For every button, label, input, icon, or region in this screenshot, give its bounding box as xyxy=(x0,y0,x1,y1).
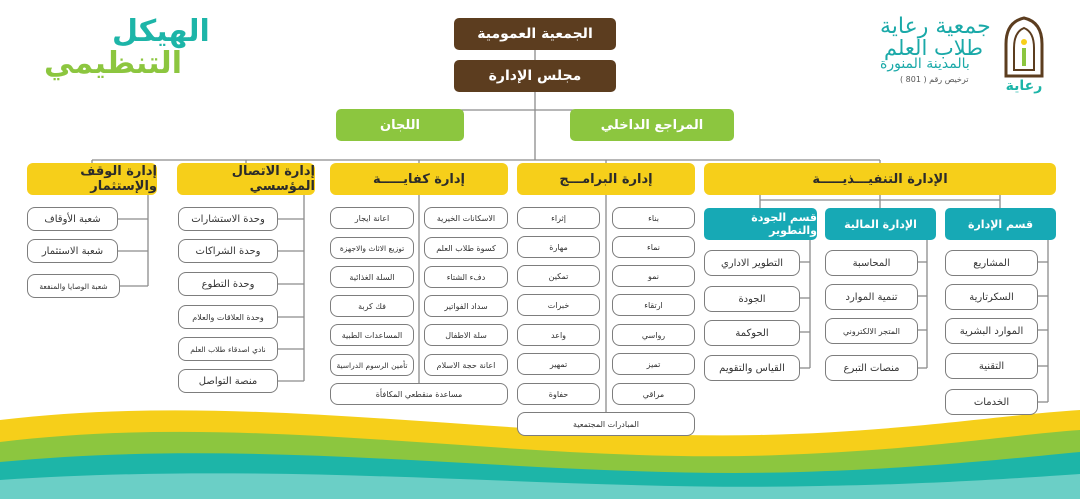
comm-item: وحدة الشراكات xyxy=(178,239,278,263)
waqf-item: شعبة الأوقاف xyxy=(27,207,118,231)
quality-item: القياس والتقويم xyxy=(704,355,800,381)
comm-item: وحدة العلاقات والعلام xyxy=(178,305,278,329)
program-item: نمو xyxy=(612,265,695,287)
comm-item: وحدة التطوع xyxy=(178,272,278,296)
waqf-item: شعبة الاستثمار xyxy=(27,239,118,263)
finance-item: المتجر الالكتروني xyxy=(825,318,918,344)
kifaya-item: توزيع الاثاث والاجهزة xyxy=(330,237,414,259)
program-item: تميز xyxy=(612,353,695,375)
dept-programs-header: إدارة البرامـــج xyxy=(517,163,695,195)
general-assembly-box: الجمعية العمومية xyxy=(454,18,616,50)
program-item: بناء xyxy=(612,207,695,229)
program-item: مهارة xyxy=(517,236,600,258)
finance-item: المحاسبة xyxy=(825,250,918,276)
exec-finance-header: الإدارة المالية xyxy=(825,208,936,240)
program-item: تمكين xyxy=(517,265,600,287)
org-logo-icon xyxy=(998,14,1050,94)
waqf-item: شعبة الوصايا والمنفعة xyxy=(27,274,120,298)
program-item: تمهير xyxy=(517,353,600,375)
license-number: ترخيص رقم ( 801 ) xyxy=(900,75,969,84)
quality-item: الجودة xyxy=(704,286,800,312)
board-box: مجلس الإدارة xyxy=(454,60,616,92)
org-name-line1: جمعية رعاية xyxy=(880,14,991,39)
org-name-line3: بالمدينة المنورة xyxy=(880,56,970,72)
kifaya-item: الاسكانات الخيرية xyxy=(424,207,508,229)
program-item: رواسي xyxy=(612,324,695,346)
admin-item: السكرتارية xyxy=(945,284,1038,310)
org-name-line2: طلاب العلم xyxy=(884,36,983,60)
kifaya-item: سلة الاطفال xyxy=(424,324,508,346)
dept-exec-header: الإدارة التنفيـــذيـــــة xyxy=(704,163,1056,195)
admin-item: الخدمات xyxy=(945,389,1038,415)
program-item: خبرات xyxy=(517,294,600,316)
comm-item: نادي اصدقاء طلاب العلم xyxy=(178,337,278,361)
chart-title-line2: التنظيمي xyxy=(44,46,182,81)
exec-admin-header: قسم الإدارة xyxy=(945,208,1056,240)
kifaya-item: السلة الغذائية xyxy=(330,266,414,288)
admin-item: التقنية xyxy=(945,353,1038,379)
kifaya-item: دفء الشتاء xyxy=(424,266,508,288)
program-item: واعد xyxy=(517,324,600,346)
kifaya-bottom-item: مساعدة منقطعي المكافأة xyxy=(330,383,508,405)
finance-item: تنمية الموارد xyxy=(825,284,918,310)
exec-quality-header: قسم الجودة والتطوير xyxy=(704,208,817,240)
kifaya-item: فك كربة xyxy=(330,295,414,317)
svg-text:رعاية: رعاية xyxy=(1005,78,1043,94)
dept-comm-header: إدارة الاتصال المؤسسي xyxy=(177,163,315,195)
dept-waqf-header: إدارة الوقف والإستثمار xyxy=(27,163,157,195)
kifaya-item: المساعدات الطبية xyxy=(330,324,414,346)
kifaya-item: كسوة طلاب العلم xyxy=(424,237,508,259)
program-item: إثراء xyxy=(517,207,600,229)
program-item: حفاوة xyxy=(517,383,600,405)
program-item: نماء xyxy=(612,236,695,258)
quality-item: الحوكمة xyxy=(704,320,800,346)
kifaya-item: سداد الفواتير xyxy=(424,295,508,317)
admin-item: الموارد البشرية xyxy=(945,318,1038,344)
admin-item: المشاريع xyxy=(945,250,1038,276)
program-item: ارتقاء xyxy=(612,294,695,316)
internal-audit-box: المراجع الداخلي xyxy=(570,109,734,141)
committees-box: اللجان xyxy=(336,109,464,141)
quality-item: التطوير الاداري xyxy=(704,250,800,276)
kifaya-item: تأمين الرسوم الدراسية xyxy=(330,354,414,376)
finance-item: منصات التبرع xyxy=(825,355,918,381)
kifaya-item: اعانة ايجار xyxy=(330,207,414,229)
chart-title-line1: الهيكل xyxy=(112,14,210,49)
comm-item: منصة التواصل xyxy=(178,369,278,393)
program-bottom-item: المبادرات المجتمعية xyxy=(517,412,695,436)
program-item: مراقي xyxy=(612,383,695,405)
kifaya-item: اعانة حجة الاسلام xyxy=(424,354,508,376)
dept-kifaya-header: إدارة كفايـــــة xyxy=(330,163,508,195)
comm-item: وحدة الاستشارات xyxy=(178,207,278,231)
